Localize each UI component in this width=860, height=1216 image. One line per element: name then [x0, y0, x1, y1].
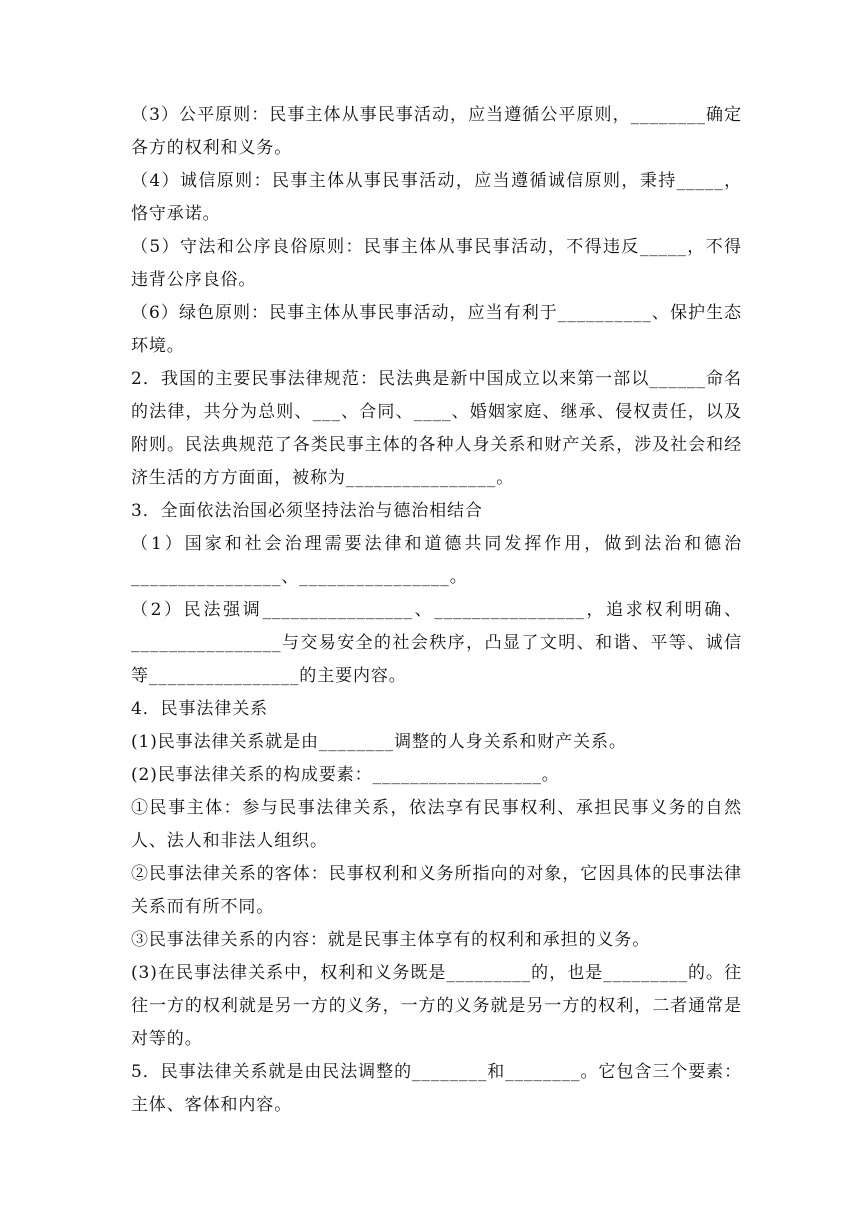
section-2-civil-code: 2．我国的主要民事法律规范：民法典是新中国成立以来第一部以______命名的法律，共分为总则、___、合同、____、婚姻家庭、继承、侵权责任，以及附则。民法典规范了各类民事主体的各种人身关系和财产关系，涉及社会和经济生活的方方面面，被称为________________。 — [131, 369, 742, 488]
section-4-item-2: (2)民事法律关系的构成要素：__________________。 — [131, 765, 560, 785]
element-content: ③民事法律关系的内容：就是民事主体享有的权利和承担的义务。 — [131, 930, 651, 950]
item-4-good-faith-principle: （4）诚信原则：民事主体从事民事活动，应当遵循诚信原则，秉持_____，恪守承诺。 — [131, 171, 742, 224]
section-3-item-1: （1）国家和社会治理需要法律和道德共同发挥作用，做到法治和德治________________、________________。 — [131, 534, 742, 587]
section-3-heading: 3．全面依法治国必须坚持法治与德治相结合 — [131, 501, 483, 521]
element-subject: ①民事主体：参与民事法律关系，依法享有民事权利、承担民事义务的自然人、法人和非法人组织。 — [131, 798, 742, 851]
section-4-item-3: (3)在民事法律关系中，权利和义务既是_________的，也是_________的。往往一方的权利就是另一方的义务，一方的义务就是另一方的权利，二者通常是对等的。 — [131, 963, 742, 1049]
item-5-law-and-public-order-principle: （5）守法和公序良俗原则：民事主体从事民事活动，不得违反_____，不得违背公序良俗。 — [131, 237, 742, 290]
section-3-item-2: （2）民法强调________________、________________，追求权利明确、________________与交易安全的社会秩序，凸显了文明、和谐、平等、诚信等________________的主要内容。 — [131, 600, 742, 686]
item-3-fairness-principle: （3）公平原则：民事主体从事民事活动，应当遵循公平原则，________确定各方的权利和义务。 — [131, 105, 742, 158]
section-5: 5．民事法律关系就是由民法调整的________和________。它包含三个要素：主体、客体和内容。 — [131, 1062, 742, 1115]
section-4-heading: 4．民事法律关系 — [131, 699, 269, 719]
section-4-item-1: (1)民事法律关系就是由________调整的人身关系和财产关系。 — [131, 732, 627, 752]
item-6-green-principle: （6）绿色原则：民事主体从事民事活动，应当有利于__________、保护生态环境。 — [131, 303, 742, 356]
element-object: ②民事法律关系的客体：民事权利和义务所指向的对象，它因具体的民事法律关系而有所不同。 — [131, 864, 742, 917]
